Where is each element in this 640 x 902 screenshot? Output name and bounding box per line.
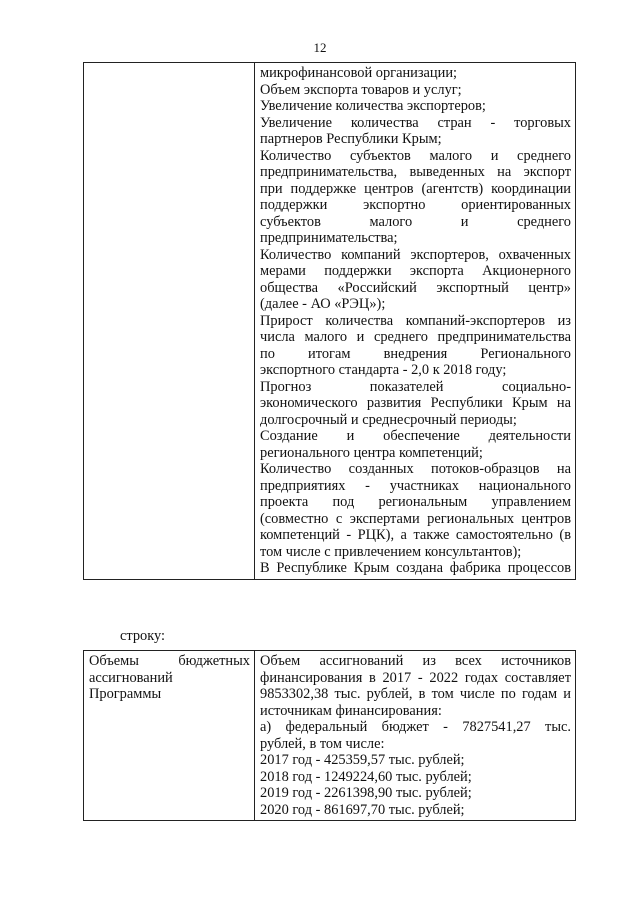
text-line: Количество созданных потоков-образцов на (260, 461, 571, 477)
budget-heading (84, 651, 254, 705)
text-line: предпринимательства, выведенных на экспорт (260, 164, 571, 180)
text-line: долгосрочный и среднесрочный периоды; (260, 411, 517, 428)
text-line: Программы (89, 686, 162, 702)
text-line: Количество компаний экспортеров, охваченных (260, 246, 571, 263)
text-line: 2019 год - 2261398,90 тыс. рублей; (260, 785, 472, 801)
indicators-list (255, 63, 575, 579)
text-line: том числе с привлечением консультантов); (260, 543, 522, 560)
text-line: Увеличение количества экспортеров; (260, 98, 486, 114)
page-number: 12 (313, 40, 327, 55)
text-line: предприятиях - участниках национального (260, 477, 571, 494)
text-line: Создание и обеспечение деятельности (260, 428, 571, 444)
text-line: В Республике Крым создана фабрика процессов (260, 560, 571, 576)
text-line: ассигнований (89, 669, 173, 686)
text-line: Объем ассигнований из всех источников (260, 653, 571, 669)
text-line: финансирования в 2017 - 2022 годах составляет (260, 669, 571, 686)
text-line: 2018 год - 1249224,60 тыс. рублей; (260, 768, 472, 785)
text-line: (совместно с экспертами региональных центров (260, 510, 571, 527)
text-line: а) федеральный бюджет - 7827541,27 тыс. (260, 719, 571, 735)
note-text: строку: (120, 628, 166, 644)
text-line: компетенций - РЦК), а также самостоятельно (в (260, 527, 571, 543)
text-line: мерами поддержки экспорта Акционерного (260, 263, 571, 279)
text-line: поддержки экспортно ориентированных (260, 197, 571, 213)
indicators-table (83, 62, 576, 580)
table-cell-left (84, 63, 255, 580)
text-line: партнеров Республики Крым; (260, 131, 442, 147)
table-row (84, 651, 576, 821)
text-line: Количество субъектов малого и среднего (260, 147, 571, 164)
text-line: при поддержке центров (агентств) координации (260, 180, 571, 197)
text-line: рублей, в том числе: (260, 735, 385, 752)
table-cell-right (255, 651, 576, 821)
text-line: (далее - АО «РЭЦ»); (260, 296, 386, 312)
text-line: микрофинансовой организации; (260, 65, 458, 81)
text-line: 2020 год - 861697,70 тыс. рублей; (260, 801, 465, 818)
text-line: проекта под региональным управлением (260, 494, 571, 510)
text-line: 2017 год - 425359,57 тыс. рублей; (260, 752, 465, 768)
table-cell-left (84, 651, 255, 821)
text-line: Прирост количества компаний-экспортеров из (260, 312, 571, 329)
text-line: регионального центра компетенций; (260, 444, 483, 461)
text-line: источникам финансирования: (260, 702, 442, 719)
text-line: Увеличение количества стран - торговых (260, 114, 571, 131)
text-line: Объем экспорта товаров и услуг; (260, 81, 462, 98)
table-row (84, 63, 576, 580)
text-line: предпринимательства; (260, 230, 398, 246)
text-line: 9853302,38 тыс. рублей, в том числе по годам и (260, 686, 571, 702)
left-cell-text (84, 63, 254, 67)
text-line: экспортного стандарта - 2,0 к 2018 году; (260, 362, 507, 378)
text-line: Прогноз показателей социально- (260, 378, 571, 395)
text-line: Объемы бюджетных (89, 653, 250, 669)
text-line: по итогам внедрения Регионального (260, 345, 571, 362)
budget-details (255, 651, 575, 820)
table-cell-right (255, 63, 576, 580)
text-line: числа малого и среднего предпринимательства (260, 329, 571, 345)
text-line: экономического развития Республики Крым на (260, 395, 571, 411)
text-line: субъектов малого и среднего (260, 213, 571, 230)
text-line: общества «Российский экспортный центр» (260, 279, 571, 296)
budget-table (83, 650, 576, 821)
